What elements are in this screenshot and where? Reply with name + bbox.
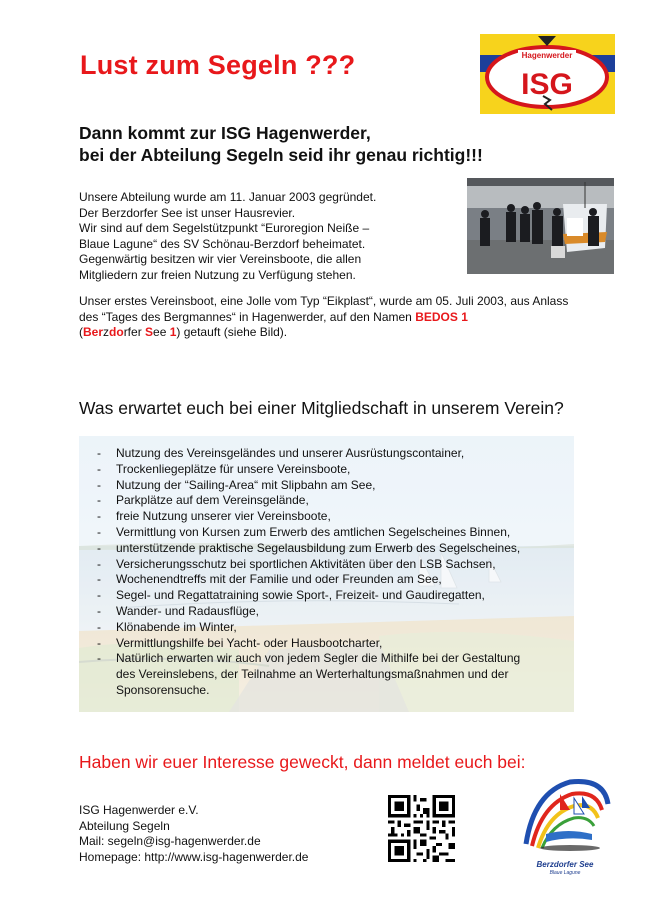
intro-line: Mitgliedern zur freien Nutzung zu Verfügung stehen.	[79, 267, 356, 282]
acronym-ber: Ber	[83, 325, 104, 340]
isg-hagenwerder-logo	[480, 34, 615, 114]
lake-logo-name: Berzdorfer See	[536, 860, 594, 869]
benefit-item: - Vermittlung von Kursen zum Erwerb des amtlichen Segelscheines Binnen,	[79, 525, 520, 541]
membership-question: Was erwartet euch bei einer Mitgliedschaft in unserem Verein?	[79, 398, 564, 418]
contact-org: ISG Hagenwerder e.V.	[79, 803, 199, 817]
acronym-rfer: rfer	[123, 325, 146, 340]
intro-line: Wir sind auf dem Segelstützpunkt “Euroregion Neiße –	[79, 221, 370, 236]
benefit-item: - Klönabende im Winter,	[79, 620, 520, 636]
acronym-1: 1	[169, 325, 177, 340]
intro-paragraph	[79, 190, 459, 284]
boat-name: BEDOS 1	[415, 309, 468, 324]
benefit-item: - unterstützende praktische Segelausbildung zum Erwerb des Segelscheines,	[79, 541, 520, 557]
benefit-item: - Wander- und Radausflüge,	[79, 604, 520, 620]
subtitle-line-2: bei der Abteilung Segeln seid ihr genau richtig!!!	[79, 145, 483, 165]
acronym-s: S	[145, 325, 154, 340]
lake-logo-subtitle: Blaue Lagune	[549, 870, 581, 876]
boat-christening-photo	[467, 178, 614, 274]
call-to-action: Haben wir euer Interesse geweckt, dann meldet euch bei:	[79, 752, 526, 772]
berzdorfer-see-logo	[512, 774, 618, 882]
benefit-item-continuation: des Vereinslebens, der Teilnahme an Werterhaltungsmaßnahmen und der	[116, 667, 509, 682]
benefit-item: - freie Nutzung unserer vier Vereinsboote,	[79, 509, 520, 525]
boat-line-2-text: des “Tages des Bergmannes“ in Hagenwerder, auf den Namen	[79, 309, 416, 324]
subtitle	[79, 122, 483, 166]
benefit-item: - Wochenendtreffs mit der Familie und oder Freunden am See,	[79, 572, 520, 588]
svg-text:ISG: ISG	[521, 68, 573, 101]
intro-line: Gegenwärtig besitzen wir vier Vereinsboote, die allen	[79, 252, 362, 267]
intro-line: Der Berzdorfer See ist unser Hausrevier.	[79, 205, 296, 220]
benefit-item: - Vermittlungshilfe bei Yacht- oder Hausbootcharter,	[79, 636, 520, 652]
intro-line: Blaue Lagune“ des SV Schönau-Berzdorf beheimatet.	[79, 236, 366, 251]
first-boat-paragraph	[79, 294, 624, 341]
acronym-ee: ee	[153, 325, 170, 340]
benefit-item: - Parkplätze auf dem Vereinsgelände,	[79, 493, 520, 509]
contact-block	[79, 803, 308, 865]
boat-line-3	[79, 325, 624, 341]
benefit-item: - Versicherungsschutz bei sportlichen Aktivitäten über den LSB Sachsen,	[79, 557, 520, 573]
benefit-item: - Trockenliegeplätze für unsere Vereinsboote,	[79, 462, 520, 478]
benefit-list	[79, 446, 520, 699]
contact-mail[interactable]: Mail: segeln@isg-hagenwerder.de	[79, 834, 261, 848]
acronym-z: z	[103, 325, 110, 340]
benefits-box	[79, 436, 574, 712]
poster-title: Lust zum Segeln ???	[80, 50, 356, 80]
benefit-item: - Natürlich erwarten wir auch von jedem Segler die Mithilfe bei der Gestaltung	[79, 651, 520, 667]
boat-line-2	[79, 310, 624, 326]
intro-line: Unsere Abteilung wurde am 11. Januar 2003 gegründet.	[79, 190, 377, 204]
boat-line-3-rest: ) getauft (siehe Bild).	[176, 325, 288, 340]
acronym-do: do	[109, 325, 124, 340]
boat-line-1: Unser erstes Vereinsboot, eine Jolle vom Typ “Eikplast“, wurde am 05. Juli 2003, aus Anlass	[79, 294, 569, 308]
paren-open: (	[79, 325, 83, 340]
contact-homepage[interactable]: Homepage: http://www.isg-hagenwerder.de	[79, 849, 309, 864]
benefit-item: - Segel- und Regattatraining sowie Sport-, Freizeit- und Gaudiregatten,	[79, 588, 520, 604]
benefit-item-continuation: Sponsorensuche.	[116, 682, 210, 697]
benefit-item: - Nutzung der “Sailing-Area“ mit Slipbahn am See,	[79, 478, 520, 494]
benefit-item: - Nutzung des Vereinsgeländes und unserer Ausrüstungscontainer,	[79, 446, 520, 462]
qr-code[interactable]	[388, 795, 455, 862]
svg-text:Hagenwerder: Hagenwerder	[521, 51, 573, 60]
subtitle-line-1: Dann kommt zur ISG Hagenwerder,	[79, 123, 371, 143]
contact-dept: Abteilung Segeln	[79, 818, 170, 833]
